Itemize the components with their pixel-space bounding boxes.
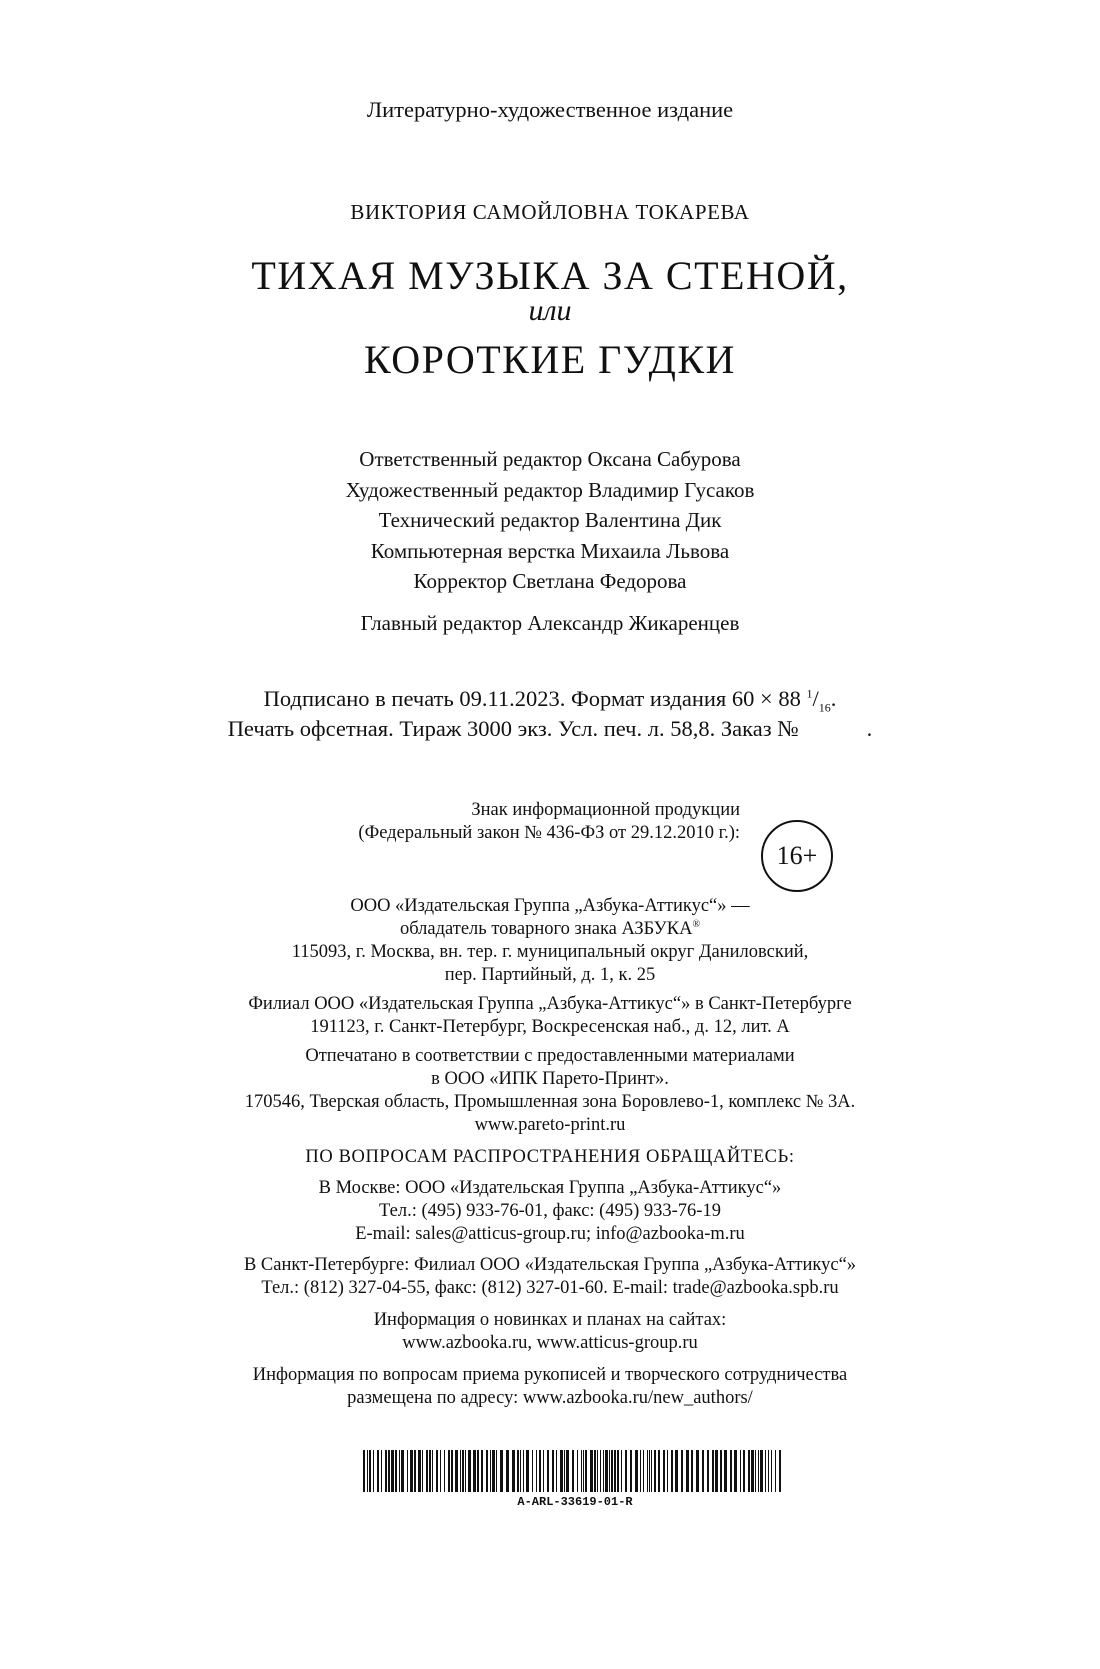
barcode-bar bbox=[462, 1450, 464, 1492]
manuscripts-line: Информация по вопросам приема рукописей и творческого сотрудничества bbox=[252, 1365, 848, 1385]
credit-line: Ответственный редактор Оксана Сабурова bbox=[359, 447, 741, 471]
barcode-bar bbox=[363, 1450, 365, 1492]
title-line-2: КОРОТКИЕ ГУДКИ bbox=[364, 337, 736, 382]
credit-line: Технический редактор Валентина Дик bbox=[378, 508, 722, 532]
branch-line: Филиал ООО «Издательская Группа „Азбука-Аттикус“» в Санкт-Петербурге bbox=[248, 994, 852, 1014]
barcode-bar bbox=[734, 1450, 737, 1492]
barcode-bar bbox=[691, 1450, 693, 1492]
barcode-bar bbox=[775, 1450, 776, 1492]
publisher-line: пер. Партийный, д. 1, к. 25 bbox=[444, 965, 656, 985]
credit-line: Художественный редактор Владимир Гусаков bbox=[345, 478, 755, 502]
barcode-bar bbox=[594, 1450, 596, 1492]
info-product-law: (Федеральный закон № 436-ФЗ от 29.12.2010 г.): bbox=[358, 823, 740, 843]
print-info-line-2: Печать офсетная. Тираж 3000 экз. Усл. печ. л. 58,8. Заказ № . bbox=[227, 716, 873, 741]
barcode-bar bbox=[432, 1450, 433, 1492]
barcode-bar bbox=[654, 1450, 656, 1492]
barcode-bar bbox=[585, 1450, 587, 1492]
barcode-bar bbox=[429, 1450, 431, 1492]
barcode-bar bbox=[560, 1450, 563, 1492]
barcode-bar bbox=[751, 1450, 754, 1492]
barcode-bar bbox=[771, 1450, 772, 1492]
barcode-bar bbox=[486, 1450, 488, 1492]
barcode-bar bbox=[436, 1450, 438, 1492]
print-info-text: Печать офсетная. Тираж 3000 экз. Усл. печ. л. 58,8. Заказ № bbox=[227, 716, 799, 741]
barcode-bar bbox=[720, 1450, 722, 1492]
barcode-bar bbox=[609, 1450, 610, 1492]
publisher-line: обладатель товарного знака АЗБУКА® bbox=[399, 919, 701, 940]
barcode-bar bbox=[481, 1450, 483, 1492]
print-info-line-1: Подписано в печать 09.11.2023. Формат издания 60 × 88 $^1/_{16}$. bbox=[263, 686, 837, 715]
printer-line: 170546, Тверская область, Промышленная зона Боровлево-1, комплекс № 3А. bbox=[244, 1092, 856, 1112]
barcode-bar bbox=[377, 1450, 379, 1492]
publisher-line: 115093, г. Москва, вн. тер. г. муниципальный округ Даниловский, bbox=[291, 942, 809, 962]
branch-line: 191123, г. Санкт-Петербург, Воскресенская наб., д. 12, лит. А bbox=[310, 1017, 790, 1037]
barcode-bar bbox=[564, 1450, 565, 1492]
moscow-line: Тел.: (495) 933-76-01, факс: (495) 933-76-19 bbox=[379, 1201, 721, 1221]
barcode-bar bbox=[465, 1450, 466, 1492]
barcode-bar bbox=[671, 1450, 673, 1492]
barcode-bar bbox=[724, 1450, 727, 1492]
barcode-bar bbox=[410, 1450, 413, 1492]
barcode-bar bbox=[477, 1450, 479, 1492]
barcode-bar bbox=[444, 1450, 445, 1492]
barcode-bar bbox=[649, 1450, 650, 1492]
barcode-bar bbox=[625, 1450, 627, 1492]
barcode-bar bbox=[536, 1450, 537, 1492]
barcode-bar bbox=[730, 1450, 732, 1492]
barcode-bar bbox=[526, 1450, 529, 1492]
barcode-bar bbox=[581, 1450, 582, 1492]
moscow-email: E-mail: sales@atticus-group.ru; info@azbooka-m.ru bbox=[355, 1224, 745, 1244]
barcode-bar bbox=[765, 1450, 766, 1492]
barcode-bar bbox=[399, 1450, 400, 1492]
barcode-bar bbox=[597, 1450, 598, 1492]
author-name: ВИКТОРИЯ САМОЙЛОВНА ТОКАРЕВА bbox=[350, 200, 750, 224]
barcode-bar bbox=[743, 1450, 745, 1492]
barcode-bar bbox=[556, 1450, 557, 1492]
barcode-bar bbox=[611, 1450, 613, 1492]
barcode-bar bbox=[686, 1450, 689, 1492]
print-info-text: Подписано в печать 09.11.2023. Формат издания 60 × 88 bbox=[263, 686, 801, 711]
barcode-bar bbox=[451, 1450, 453, 1492]
sites-line: Информация о новинках и планах на сайтах: bbox=[373, 1310, 727, 1330]
barcode-bar bbox=[566, 1450, 569, 1492]
barcode-bar bbox=[647, 1450, 648, 1492]
age-rating-badge: 16+ bbox=[761, 820, 833, 892]
printer-url: www.pareto-print.ru bbox=[474, 1115, 626, 1135]
barcode-bar bbox=[460, 1450, 461, 1492]
printer-line: Отпечатано в соответствии с предоставленными материалами bbox=[305, 1046, 795, 1066]
barcode-bar bbox=[401, 1450, 404, 1492]
barcode-bar bbox=[500, 1450, 503, 1492]
distribution-heading: ПО ВОПРОСАМ РАСПРОСТРАНЕНИЯ ОБРАЩАЙТЕСЬ: bbox=[305, 1147, 795, 1167]
barcode-bar bbox=[740, 1450, 741, 1492]
credit-line: Корректор Светлана Федорова bbox=[413, 569, 687, 593]
barcode-bar bbox=[520, 1450, 521, 1492]
barcode-bar bbox=[388, 1450, 390, 1492]
barcode-bar bbox=[667, 1450, 668, 1492]
barcode-bar bbox=[473, 1450, 476, 1492]
sites-line: www.azbooka.ru, www.atticus-group.ru bbox=[402, 1333, 698, 1353]
barcode-bar bbox=[407, 1450, 408, 1492]
barcode-bar bbox=[617, 1450, 619, 1492]
barcode-bar bbox=[675, 1450, 678, 1492]
moscow-line: В Москве: ООО «Издательская Группа „Азбука-Аттикус“» bbox=[318, 1178, 782, 1198]
barcode-bar bbox=[391, 1450, 394, 1492]
barcode-bar bbox=[583, 1450, 584, 1492]
barcode-bar bbox=[539, 1450, 541, 1492]
barcode-bar bbox=[643, 1450, 644, 1492]
barcode-bar bbox=[552, 1450, 554, 1492]
barcode-bar bbox=[635, 1450, 638, 1492]
barcode-bar bbox=[367, 1450, 368, 1492]
barcode-bar bbox=[512, 1450, 515, 1492]
credit-line: Компьютерная верстка Михаила Львова bbox=[370, 539, 730, 563]
barcode-bar bbox=[715, 1450, 718, 1492]
barcode-bar bbox=[603, 1450, 604, 1492]
barcode-bar bbox=[506, 1450, 509, 1492]
barcode-bar bbox=[651, 1450, 652, 1492]
barcode-bar bbox=[702, 1450, 704, 1492]
barcode-bar bbox=[422, 1450, 423, 1492]
barcode-bar bbox=[440, 1450, 441, 1492]
barcode-bar bbox=[614, 1450, 616, 1492]
barcode-bar bbox=[605, 1450, 608, 1492]
barcode-bar bbox=[532, 1450, 533, 1492]
barcode-bar bbox=[600, 1450, 601, 1492]
barcode-bar bbox=[572, 1450, 574, 1492]
barcode-bar bbox=[658, 1450, 660, 1492]
barcode-bar bbox=[490, 1450, 491, 1492]
barcode-bar bbox=[426, 1450, 428, 1492]
barcode-bar bbox=[517, 1450, 519, 1492]
barcode-bar bbox=[712, 1450, 714, 1492]
barcode-bar bbox=[577, 1450, 578, 1492]
barcode-bar bbox=[696, 1450, 699, 1492]
barcode-bar bbox=[758, 1450, 759, 1492]
barcode-bar bbox=[681, 1450, 683, 1492]
barcode-bar bbox=[496, 1450, 497, 1492]
spb-line: Тел.: (812) 327-04-55, факс: (812) 327-01-60. E-mail: trade@azbooka.spb.ru bbox=[261, 1278, 839, 1298]
barcode-bar bbox=[369, 1450, 371, 1492]
barcode-bar bbox=[448, 1450, 450, 1492]
barcode-bar bbox=[418, 1450, 421, 1492]
barcode-bar bbox=[547, 1450, 549, 1492]
barcode bbox=[363, 1450, 787, 1492]
barcode-bar bbox=[455, 1450, 458, 1492]
barcode-bar bbox=[621, 1450, 622, 1492]
barcode-bar bbox=[395, 1450, 397, 1492]
title-line-1: ТИХАЯ МУЗЫКА ЗА СТЕНОЙ, bbox=[251, 253, 849, 298]
spb-line: В Санкт-Петербурге: Филиал ООО «Издательская Группа „Азбука-Аттикус“» bbox=[243, 1255, 857, 1275]
barcode-bar bbox=[385, 1450, 387, 1492]
barcode-bar bbox=[779, 1450, 781, 1492]
barcode-bar bbox=[640, 1450, 641, 1492]
printer-line: в ООО «ИПК Парето-Принт». bbox=[431, 1069, 669, 1089]
barcode-bar bbox=[760, 1450, 763, 1492]
title-connector: или bbox=[528, 294, 572, 327]
barcode-bar bbox=[590, 1450, 593, 1492]
barcode-bar bbox=[748, 1450, 750, 1492]
barcode-bar bbox=[630, 1450, 632, 1492]
format-denominator: 16 bbox=[818, 700, 831, 715]
chief-editor: Главный редактор Александр Жикаренцев bbox=[360, 611, 740, 635]
barcode-bar bbox=[663, 1450, 665, 1492]
barcode-bar bbox=[381, 1450, 382, 1492]
manuscripts-line: размещена по адресу: www.azbooka.ru/new_authors/ bbox=[347, 1388, 753, 1408]
barcode-bar bbox=[523, 1450, 524, 1492]
barcode-bar bbox=[414, 1450, 416, 1492]
barcode-bar bbox=[768, 1450, 769, 1492]
info-product-label: Знак информационной продукции bbox=[471, 800, 740, 820]
format-numerator: 1 bbox=[806, 686, 813, 701]
publisher-line: ООО «Издательская Группа „Азбука-Аттикус“» — bbox=[350, 896, 750, 916]
barcode-bar bbox=[468, 1450, 471, 1492]
barcode-bar bbox=[755, 1450, 756, 1492]
barcode-bar bbox=[492, 1450, 495, 1492]
barcode-bar bbox=[543, 1450, 544, 1492]
barcode-bar bbox=[373, 1450, 374, 1492]
edition-type: Литературно-художественное издание bbox=[366, 97, 734, 122]
barcode-code: A-ARL-33619-01-R bbox=[517, 1495, 633, 1509]
barcode-bar bbox=[707, 1450, 709, 1492]
